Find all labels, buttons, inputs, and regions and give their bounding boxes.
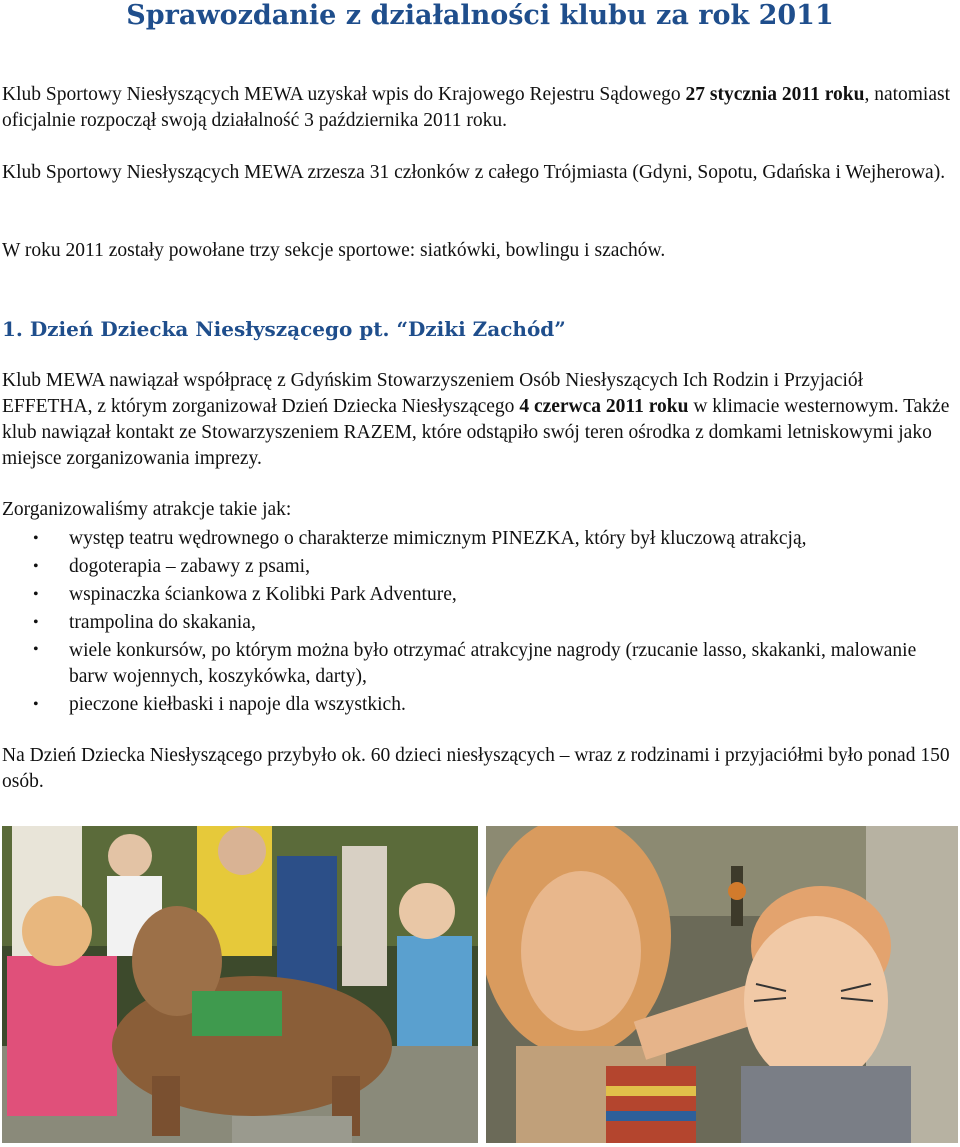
attractions-intro: Zorganizowaliśmy atrakcje takie jak: <box>2 499 292 520</box>
attractions-list <box>0 525 958 719</box>
bullet-icon: • <box>33 614 39 631</box>
photo-dog-therapy <box>2 826 478 1143</box>
bullet-icon: • <box>33 558 39 575</box>
intro-text-2: , natomiast oficjalnie rozpoczął swoją działalność 3 października 2011 roku. <box>2 84 951 131</box>
list-item <box>0 525 958 553</box>
list-item <box>0 581 958 609</box>
section-heading-children-day: 1. Dzień Dziecka Niesłyszącego pt. “Dziki Zachód” <box>2 317 566 341</box>
intro-paragraph-sections: W roku 2011 zostały powołane trzy sekcje sportowe: siatkówki, bowlingu i szachów. <box>2 240 666 261</box>
list-item-text: wspinaczka ściankowa z Kolibki Park Adventure, <box>69 584 457 605</box>
registration-date: 27 stycznia 2011 roku <box>685 84 865 105</box>
list-item-text: występ teatru wędrownego o charakterze mimicznym PINEZKA, który był kluczową atrakcją, <box>69 528 807 549</box>
document-title: Sprawozdanie z działalności klubu za rok 2011 <box>126 0 834 31</box>
photo-face-painting-image <box>486 826 958 1143</box>
list-item-text: pieczone kiełbaski i napoje dla wszystkich. <box>69 694 406 715</box>
list-item <box>0 691 958 719</box>
list-item <box>0 637 958 691</box>
cooperation-text-1: Klub MEWA nawiązał współpracę z Gdyńskim Stowarzyszeniem Osób Niesłyszących Ich Rodzin i Przyjaciół EFFETHA, z którym zorganizował Dzień Dziecka Niesłyszącego <box>2 370 864 417</box>
attendance-paragraph: Na Dzień Dziecka Niesłyszącego przybyło ok. 60 dzieci niesłyszących – wraz z rodzinami i przyjaciółmi było ponad 150 osób. <box>2 745 950 792</box>
list-item-text: wiele konkursów, po którym można było otrzymać atrakcyjne nagrody (rzucanie lasso, skakanki, malowanie barw wojennych, koszykówka, darty), <box>69 640 917 687</box>
bullet-icon: • <box>33 696 39 713</box>
photo-face-painting <box>486 826 958 1143</box>
intro-paragraph-registration <box>2 82 958 134</box>
list-item-text: dogoterapia – zabawy z psami, <box>69 556 310 577</box>
list-item-text: trampolina do skakania, <box>69 612 256 633</box>
cooperation-text-2: w klimacie westernowym. Także klub nawiązał kontakt ze Stowarzyszeniem RAZEM, które odstąpiło swój teren ośrodka z domkami letniskowymi jako miejsce zorganizowania imprezy. <box>2 396 950 469</box>
section-paragraph-cooperation <box>2 368 958 472</box>
intro-text-1: Klub Sportowy Niesłyszących MEWA uzyskał wpis do Krajowego Rejestru Sądowego <box>2 84 686 105</box>
event-date: 4 czerwca 2011 roku <box>519 396 689 417</box>
bullet-icon: • <box>33 586 39 603</box>
list-item <box>0 553 958 581</box>
bullet-icon: • <box>33 530 39 547</box>
list-item <box>0 609 958 637</box>
photo-dog-therapy-image <box>2 826 478 1143</box>
intro-paragraph-members: Klub Sportowy Niesłyszących MEWA zrzesza 31 członków z całego Trójmiasta (Gdyni, Sopotu, Gdańska i Wejherowa). <box>2 162 946 183</box>
bullet-icon: • <box>33 641 39 658</box>
